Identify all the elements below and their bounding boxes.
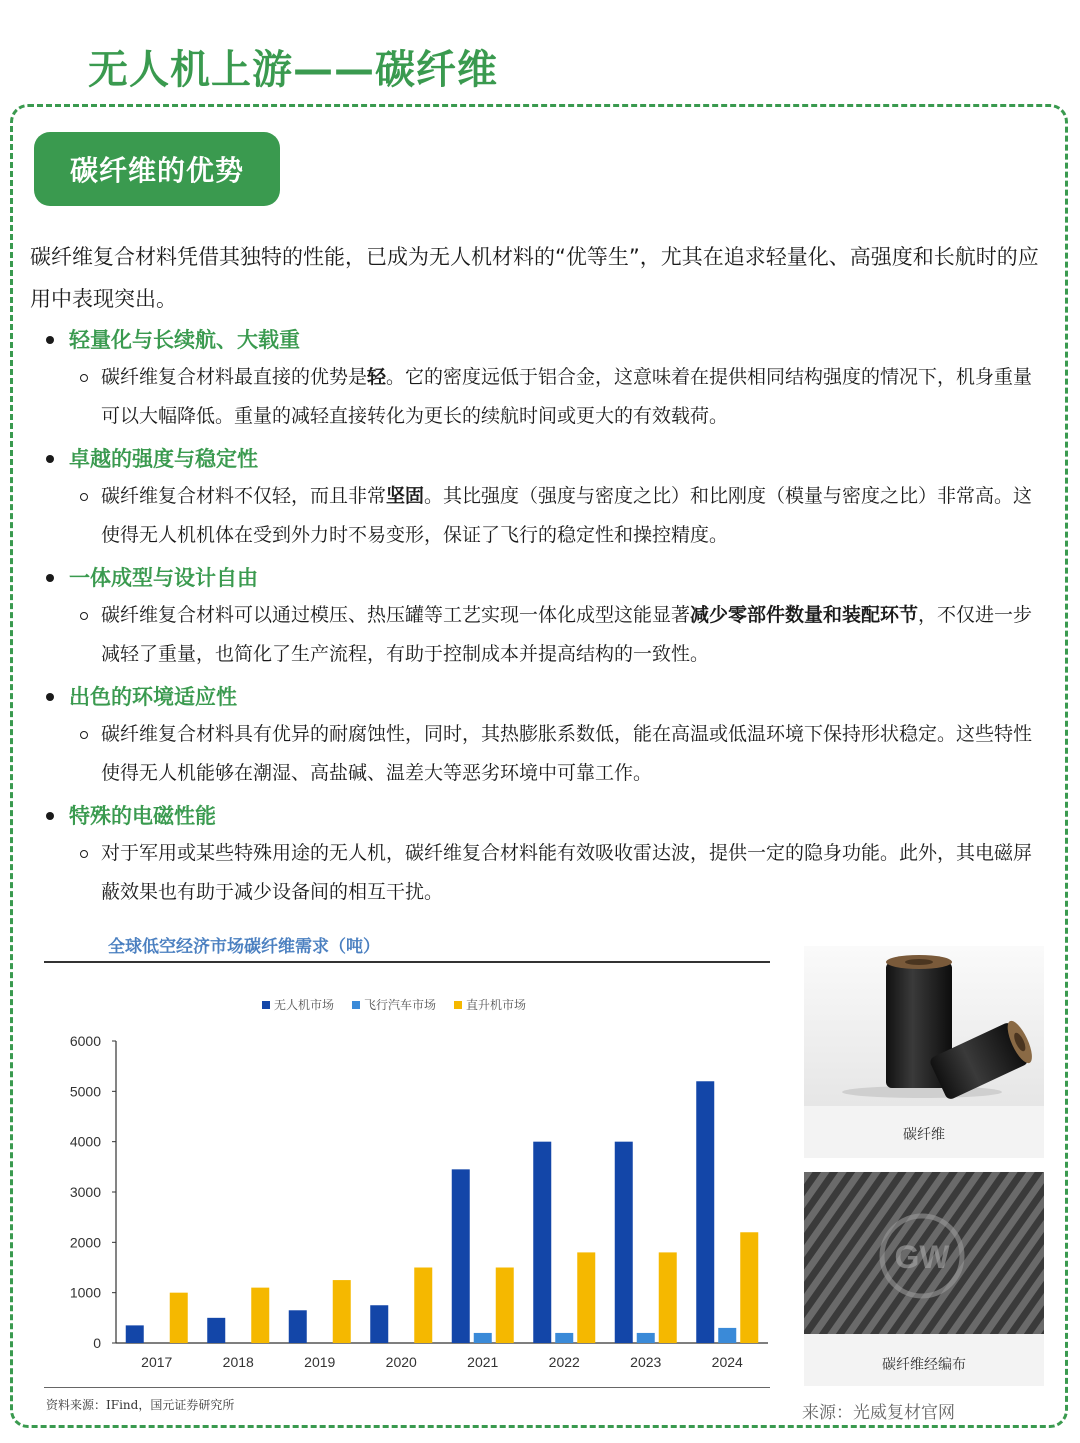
advantage-text: 碳纤维复合材料可以通过模压、热压罐等工艺实现一体化成型这能显著 bbox=[101, 604, 691, 626]
advantage-emphasis: 坚固 bbox=[386, 485, 425, 507]
advantage-text-cont: 。它的密度远低于铝合金，这意味着在提供相同结构强度的情况下，机身重量可以大幅降低。重量的减轻直接转化为更长的续航时间或更大的有效载荷。 bbox=[101, 366, 1033, 427]
advantage-heading: 轻量化与长续航、大载重 bbox=[69, 328, 300, 352]
page-title: 无人机上游——碳纤维 bbox=[88, 47, 498, 93]
demand-chart bbox=[40, 930, 772, 1418]
y-tick-label: 1000 bbox=[69, 1284, 101, 1301]
sub-bullet-circle bbox=[80, 731, 88, 739]
bar bbox=[474, 1333, 492, 1343]
legend-label: 直升机市场 bbox=[466, 998, 527, 1012]
x-tick-label: 2024 bbox=[711, 1354, 743, 1370]
advantage-item bbox=[40, 679, 1050, 798]
sub-bullet-circle bbox=[80, 850, 88, 858]
x-tick-label: 2020 bbox=[385, 1354, 417, 1370]
bullet-dot bbox=[46, 574, 54, 582]
x-tick-label: 2019 bbox=[304, 1354, 336, 1370]
photo-card bbox=[804, 946, 1044, 1158]
advantage-text: 碳纤维复合材料具有优异的耐腐蚀性，同时，其热膨胀系数低，能在高温或低温环境下保持形状稳定。这些特性使得无人机能够在潮湿、高盐碱、温差大等恶劣环境中可靠工作。 bbox=[101, 723, 1033, 784]
bar bbox=[555, 1333, 573, 1343]
y-tick-label: 3000 bbox=[69, 1184, 101, 1200]
bar bbox=[333, 1280, 351, 1343]
bullet-dot bbox=[46, 812, 54, 820]
bar bbox=[577, 1252, 595, 1343]
sub-bullet-circle bbox=[80, 374, 88, 382]
legend-label: 飞行汽车市场 bbox=[364, 998, 437, 1012]
bar bbox=[452, 1169, 470, 1343]
advantage-heading: 一体成型与设计自由 bbox=[69, 566, 258, 590]
photo-source: 来源：光威复材官网 bbox=[802, 1403, 955, 1423]
advantage-heading: 卓越的强度与稳定性 bbox=[69, 447, 258, 471]
bar bbox=[696, 1081, 714, 1343]
chart-bottom-rule bbox=[44, 1387, 770, 1388]
advantage-heading: 出色的环境适应性 bbox=[69, 685, 237, 709]
x-tick-label: 2023 bbox=[630, 1354, 662, 1370]
carbon-fiber-spools-photo bbox=[804, 946, 1044, 1106]
bullet-dot bbox=[46, 693, 54, 701]
advantage-text: 碳纤维复合材料最直接的优势是 bbox=[101, 366, 368, 388]
bar bbox=[615, 1142, 633, 1343]
y-tick-label: 5000 bbox=[69, 1083, 101, 1100]
y-tick-label: 2000 bbox=[69, 1234, 101, 1251]
bar bbox=[659, 1252, 677, 1343]
bar bbox=[207, 1318, 225, 1343]
advantage-item bbox=[40, 560, 1050, 679]
intro-paragraph: 碳纤维复合材料凭借其独特的性能，已成为无人机材料的“优等生”，尤其在追求轻量化、高强度和长航时的应用中表现突出。 bbox=[30, 245, 1039, 311]
x-tick-label: 2017 bbox=[141, 1354, 173, 1370]
bar bbox=[637, 1333, 655, 1343]
bar bbox=[289, 1310, 307, 1343]
bar bbox=[718, 1328, 736, 1343]
advantage-heading: 特殊的电磁性能 bbox=[69, 804, 216, 828]
bullet-dot bbox=[46, 455, 54, 463]
bar bbox=[414, 1268, 432, 1344]
bar bbox=[370, 1305, 388, 1343]
section-badge: 碳纤维的优势 bbox=[34, 132, 280, 206]
carbon-fiber-fabric-photo bbox=[804, 1172, 1044, 1334]
x-tick-label: 2022 bbox=[548, 1354, 580, 1370]
chart-title: 全球低空经济市场碳纤维需求（吨） bbox=[108, 937, 380, 957]
sub-bullet-circle bbox=[80, 612, 88, 620]
svg-text:GW: GW bbox=[894, 1239, 950, 1275]
x-tick-label: 2021 bbox=[467, 1354, 499, 1370]
advantage-text-cont: 。其比强度（强度与密度之比）和比刚度（模量与密度之比）非常高。这使得无人机机体在受到外力时不易变形，保证了飞行的稳定性和操控精度。 bbox=[101, 485, 1033, 546]
bar bbox=[170, 1293, 188, 1343]
photo-caption: 碳纤维经编布 bbox=[882, 1357, 966, 1373]
chart-source: 资料来源：IFind，国元证券研究所 bbox=[46, 1398, 235, 1412]
advantage-text-cont: ，不仅进一步减轻了重量，也简化了生产流程，有助于控制成本并提高结构的一致性。 bbox=[101, 604, 1033, 665]
advantage-item bbox=[40, 441, 1050, 560]
y-tick-label: 6000 bbox=[69, 1033, 101, 1049]
advantage-emphasis: 轻 bbox=[367, 366, 387, 388]
y-tick-label: 4000 bbox=[69, 1133, 101, 1150]
chart-plot bbox=[40, 930, 772, 1380]
sub-bullet-circle bbox=[80, 493, 88, 501]
advantage-item bbox=[40, 798, 1050, 917]
bar bbox=[126, 1325, 144, 1343]
legend-label: 无人机市场 bbox=[274, 998, 335, 1012]
bar bbox=[496, 1268, 514, 1344]
photo-card bbox=[804, 1172, 1044, 1386]
advantage-text: 碳纤维复合材料不仅轻，而且非常 bbox=[101, 485, 387, 507]
advantage-list bbox=[40, 322, 1050, 917]
bar bbox=[740, 1232, 758, 1343]
bar bbox=[251, 1288, 269, 1343]
advantage-emphasis: 减少零部件数量和装配环节 bbox=[690, 604, 919, 626]
bullet-dot bbox=[46, 336, 54, 344]
photo-caption: 碳纤维 bbox=[903, 1127, 945, 1143]
bar bbox=[533, 1142, 551, 1343]
x-tick-label: 2018 bbox=[222, 1354, 254, 1370]
y-tick-label: 0 bbox=[93, 1335, 101, 1351]
advantage-text: 对于军用或某些特殊用途的无人机，碳纤维复合材料能有效吸收雷达波，提供一定的隐身功能。此外，其电磁屏蔽效果也有助于减少设备间的相互干扰。 bbox=[101, 842, 1033, 903]
advantage-item bbox=[40, 322, 1050, 441]
